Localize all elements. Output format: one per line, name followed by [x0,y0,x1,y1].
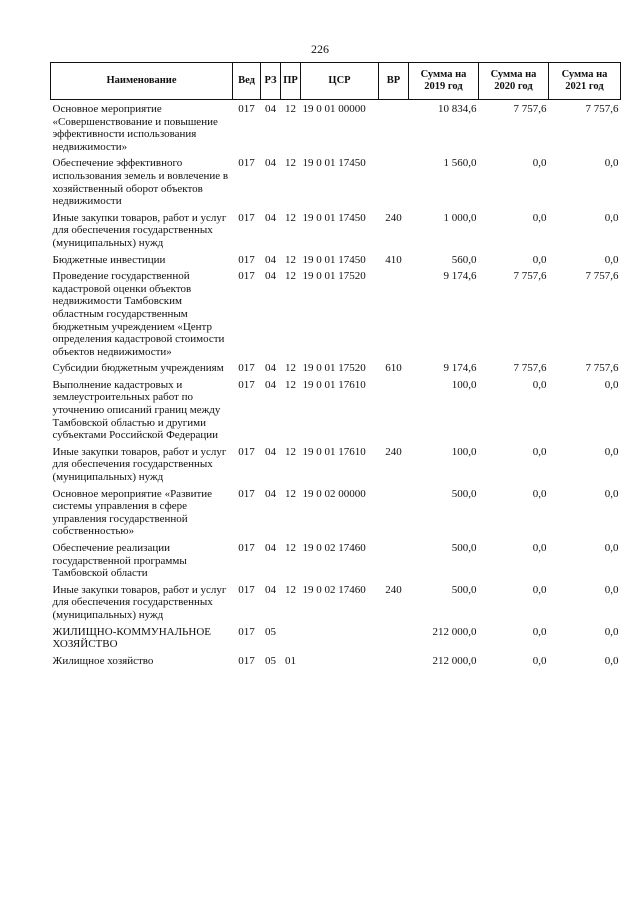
cell-sum-2019: 560,0 [451,253,477,266]
cell-sum-2019: 500,0 [451,487,477,500]
cell-vr: 610 [385,362,402,375]
cell-sum-2020: 0,0 [532,157,547,170]
cell-ved: 017 [238,362,255,375]
cell-sum-2021: 0,0 [604,253,619,266]
cell-pr: 12 [285,542,296,554]
cell-sum-2020: 7 757,6 [513,103,547,115]
cell-name: Жилищное хозяйство [52,654,154,667]
cell-sum-2021: 0,0 [604,445,619,458]
cell-vr: 410 [385,253,402,266]
cell-name: Иные закупки товаров, работ и услуг для обеспечения государственных (муниципальных) нужд [52,211,227,249]
cell-sum-2021: 0,0 [604,211,619,224]
table-row [51,584,621,626]
header-row [51,63,621,100]
cell-ved: 017 [238,445,255,458]
cell-rz: 04 [265,157,276,170]
cell-sum-2021: 0,0 [604,625,619,638]
cell-sum-2020: 0,0 [532,211,547,224]
cell-sum-2019: 100,0 [451,445,477,458]
cell-csr: 19 0 01 17450 [302,211,366,224]
cell-vr [379,103,409,157]
cell-sum-2019: 212 000,0 [432,654,477,667]
table-row [51,626,621,655]
table-row [51,488,621,542]
cell-sum-2019: 1 560,0 [443,157,477,170]
cell-name: Обеспечение реализации государственной программы Тамбовской области [52,542,187,580]
cell-sum-2020: 0,0 [532,445,547,458]
header-pr: ПР [281,63,301,100]
cell-csr: 19 0 01 17450 [302,157,366,170]
cell-pr: 12 [285,211,296,224]
cell-rz: 04 [265,253,276,266]
cell-pr: 12 [285,157,296,170]
cell-vr [379,488,409,542]
cell-sum-2019: 100,0 [451,378,477,391]
table-row [51,270,621,362]
cell-pr: 01 [285,654,296,667]
cell-sum-2021: 0,0 [604,157,619,170]
cell-pr: 12 [285,362,296,375]
cell-ved: 017 [238,487,255,500]
table-body [51,100,621,672]
cell-sum-2021: 0,0 [604,583,619,596]
header-name: Наименование [51,63,233,100]
cell-sum-2021: 7 757,6 [585,270,619,283]
cell-name: Иные закупки товаров, работ и услуг для обеспечения государственных (муниципальных) нужд [52,583,227,621]
cell-name: Бюджетные инвестиции [52,253,166,266]
table-row [51,446,621,488]
cell-ved: 017 [238,157,255,170]
cell-csr [301,655,379,672]
cell-name: Основное мероприятие «Развитие системы управления в сфере управления государственной собственностью» [52,487,213,538]
table-row [51,379,621,446]
cell-csr: 19 0 01 17520 [302,270,366,283]
cell-ved: 017 [238,103,255,115]
cell-rz: 04 [265,445,276,458]
cell-csr: 19 0 02 17460 [302,583,366,596]
header-sum-2021: Сумма на 2021 год [549,63,621,100]
cell-rz: 04 [265,211,276,224]
cell-vr [379,542,409,584]
cell-vr [379,157,409,211]
cell-pr: 12 [285,253,296,266]
cell-ved: 017 [238,253,255,266]
cell-sum-2019: 9 174,6 [443,362,477,375]
cell-rz: 04 [265,487,276,500]
cell-pr: 12 [285,270,296,283]
cell-name: Субсидии бюджетным учреждениям [52,362,224,375]
cell-csr: 19 0 02 00000 [302,487,366,500]
cell-ved: 017 [238,542,255,554]
cell-vr: 240 [385,211,402,224]
cell-pr: 12 [285,378,296,391]
cell-sum-2020: 0,0 [532,654,547,667]
cell-name: Обеспечение эффективного использования земель и вовлечение в хозяйственный оборот объектов недвижимости [52,157,229,208]
cell-pr [281,626,301,655]
cell-ved: 017 [238,625,255,638]
cell-sum-2021: 0,0 [604,487,619,500]
cell-rz: 04 [265,583,276,596]
cell-ved: 017 [238,583,255,596]
cell-rz: 05 [265,625,276,638]
cell-pr: 12 [285,583,296,596]
cell-vr: 240 [385,445,402,458]
cell-name: Иные закупки товаров, работ и услуг для обеспечения государственных (муниципальных) нужд [52,445,227,484]
cell-vr: 240 [385,583,402,596]
cell-csr: 19 0 01 17520 [302,362,366,375]
header-sum-2020: Сумма на 2020 год [479,63,549,100]
cell-pr: 12 [285,445,296,458]
table-row [51,157,621,211]
cell-ved: 017 [238,270,255,283]
cell-sum-2020: 0,0 [532,625,547,638]
cell-ved: 017 [238,211,255,224]
table-row [51,103,621,157]
header-ved: Вед [233,63,261,100]
cell-sum-2019: 9 174,6 [443,270,477,283]
cell-rz: 04 [265,542,276,554]
cell-name: Выполнение кадастровых и землеустроительных работ по уточнению описаний границ между Тамбовской областью и другими субъектами Российской Федерации [52,378,221,442]
cell-sum-2021: 0,0 [604,542,619,554]
cell-rz: 04 [265,270,276,283]
cell-rz: 05 [265,654,276,667]
cell-name: Основное мероприятие «Совершенствование и повышение эффективности использования недвижимости» [52,103,218,153]
cell-sum-2020: 7 757,6 [513,362,547,375]
cell-vr [379,655,409,672]
cell-csr: 19 0 01 17610 [302,445,366,458]
cell-sum-2020: 0,0 [532,378,547,391]
header-vr: ВР [379,63,409,100]
budget-table [50,62,621,671]
cell-name: Проведение государственной кадастровой оценки объектов недвижимости Тамбовским областным государственным бюджетным учреждением «Центр определения кадастровой стоимости объектов недвижимости» [52,270,225,358]
cell-sum-2021: 0,0 [604,654,619,667]
cell-sum-2020: 7 757,6 [513,270,547,283]
cell-vr [379,270,409,362]
table-row [51,542,621,584]
cell-pr: 12 [285,103,296,115]
table-row [51,362,621,379]
cell-rz: 04 [265,378,276,391]
cell-csr: 19 0 02 17460 [302,542,366,554]
cell-csr: 19 0 01 17450 [302,253,366,266]
cell-sum-2021: 0,0 [604,378,619,391]
cell-sum-2019: 500,0 [451,583,477,596]
table-row [51,212,621,254]
header-rz: РЗ [261,63,281,100]
cell-sum-2021: 7 757,6 [585,362,619,375]
table-row [51,254,621,271]
cell-sum-2020: 0,0 [532,542,547,554]
cell-csr [301,626,379,655]
cell-rz: 04 [265,103,276,115]
cell-sum-2019: 10 834,6 [438,103,477,115]
cell-ved: 017 [238,654,255,667]
cell-csr: 19 0 01 17610 [302,378,366,391]
cell-sum-2019: 500,0 [451,542,477,554]
cell-vr [379,379,409,446]
cell-sum-2019: 212 000,0 [432,625,477,638]
header-sum-2019: Сумма на 2019 год [409,63,479,100]
page-number: 226 [311,42,329,56]
cell-ved: 017 [238,378,255,391]
cell-sum-2020: 0,0 [532,487,547,500]
table-row [51,655,621,672]
cell-vr [379,626,409,655]
cell-sum-2019: 1 000,0 [443,211,477,224]
cell-name: ЖИЛИЩНО-КОММУНАЛЬНОЕ ХОЗЯЙСТВО [52,625,211,651]
header-csr: ЦСР [301,63,379,100]
cell-csr: 19 0 01 00000 [302,103,366,115]
cell-pr: 12 [285,487,296,500]
cell-sum-2020: 0,0 [532,583,547,596]
cell-sum-2020: 0,0 [532,253,547,266]
cell-rz: 04 [265,362,276,375]
cell-sum-2021: 7 757,6 [585,103,619,115]
